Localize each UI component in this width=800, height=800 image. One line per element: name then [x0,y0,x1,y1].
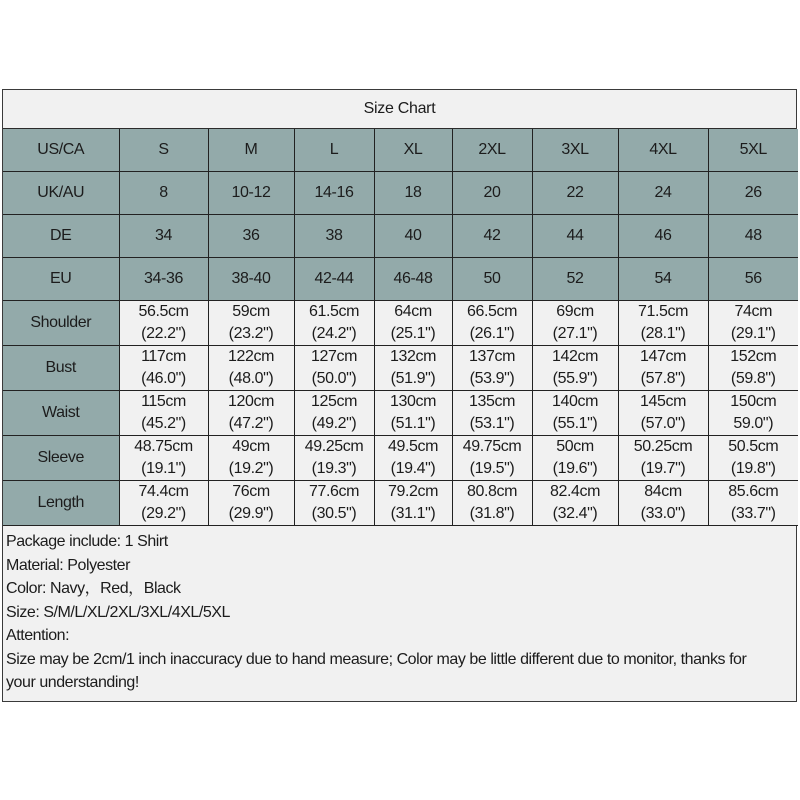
size-table [3,129,798,526]
cm-value: 66.5cm [466,303,518,320]
cm-value: 125cm [310,393,358,410]
note-line: Attention: [6,627,70,644]
cm-value: 50.5cm [728,438,779,455]
cm-value: 145cm [639,393,687,410]
measurement-row [3,436,798,481]
inch-value: (19.7") [640,460,686,477]
measurement-cell [452,301,532,346]
inch-value: (19.2") [228,460,274,477]
cm-value: 71.5cm [637,303,689,320]
row-label: UK/AU [3,172,119,215]
measurement-label: Shoulder [3,301,119,346]
inch-value: (47.2") [228,415,274,432]
measurement-cell [532,301,618,346]
measurement-cell [119,391,208,436]
cm-value: 49.25cm [304,438,364,455]
cm-value: 120cm [227,393,275,410]
inch-value: (24.2") [311,325,357,342]
size-cell: 44 [532,215,618,258]
measurement-cell [208,301,294,346]
measurement-cell [208,391,294,436]
measurement-cell [532,346,618,391]
cm-value: 77.6cm [308,483,360,500]
cm-value: 84cm [644,483,682,500]
size-cell: XL [374,129,452,172]
cm-value: 147cm [639,348,687,365]
inch-value: (28.1") [640,325,686,342]
inch-value: (27.1") [552,325,598,342]
size-cell: 20 [452,172,532,215]
inch-value: (19.6") [552,460,598,477]
inch-value: (22.2") [141,325,186,342]
size-system-row [3,172,798,215]
measurement-cell [532,436,618,481]
size-cell: 42-44 [294,258,374,301]
size-cell: 36 [208,215,294,258]
measurement-cell [374,481,452,526]
cm-value: 117cm [141,348,186,365]
inch-value: (23.2") [228,325,274,342]
inch-value: (30.5") [311,505,357,522]
size-system-row [3,215,798,258]
measurement-cell [208,436,294,481]
inch-value: (29.9") [228,505,274,522]
inch-value: (55.9") [552,370,598,387]
inch-value: (31.8") [469,505,515,522]
measurement-cell [294,301,374,346]
cm-value: 50.25cm [633,438,693,455]
size-cell: 40 [374,215,452,258]
cm-value: 74cm [734,303,773,320]
cm-value: 135cm [468,393,516,410]
size-cell: 48 [708,215,798,258]
measurement-row [3,346,798,391]
size-cell: 34-36 [119,258,208,301]
cm-value: 48.75cm [134,438,193,455]
cm-value: 74.4cm [138,483,189,500]
inch-value: (29.1") [730,325,776,342]
size-cell: 54 [618,258,708,301]
measurement-cell [119,481,208,526]
size-cell: 18 [374,172,452,215]
row-label: DE [3,215,119,258]
inch-value: (57.8") [640,370,686,387]
note-line: your understanding! [6,674,139,691]
measurement-cell [374,346,452,391]
measurement-cell [374,436,452,481]
measurement-cell [119,346,208,391]
cm-value: 61.5cm [308,303,360,320]
inch-value: (19.5") [469,460,515,477]
note-line: Size may be 2cm/1 inch inaccuracy due to hand measure; Color may be little different due to monitor, thanks for [6,650,747,668]
measurement-row [3,481,798,526]
inch-value: (33.0") [640,505,686,522]
cm-value: 137cm [468,348,516,365]
measurement-cell [294,346,374,391]
cm-value: 76cm [232,483,270,500]
measurement-cell [452,346,532,391]
measurement-cell [618,436,708,481]
measurement-cell [708,346,798,391]
size-cell: 46 [618,215,708,258]
cm-value: 127cm [310,348,358,365]
inch-value: (19.8") [730,460,776,477]
cm-value: 140cm [551,393,599,410]
cm-value: 64cm [394,303,432,320]
measurement-cell [618,391,708,436]
measurement-cell [452,481,532,526]
cm-value: 122cm [227,348,275,365]
cm-value: 152cm [730,348,777,365]
measurement-cell [618,346,708,391]
inch-value: (53.9") [469,370,515,387]
measurement-label: Bust [3,346,119,391]
cm-value: 49cm [232,438,270,455]
cm-value: 150cm [730,393,777,410]
inch-value: (45.2") [141,415,186,432]
size-system-row [3,129,798,172]
inch-value: (19.3") [311,460,357,477]
cm-value: 79.2cm [387,483,439,500]
size-cell: 56 [708,258,798,301]
inch-value: (31.1") [390,505,436,522]
measurement-cell [119,436,208,481]
size-cell: 22 [532,172,618,215]
cm-value: 142cm [551,348,599,365]
measurement-label: Sleeve [3,436,119,481]
size-cell: 52 [532,258,618,301]
measurement-cell [294,481,374,526]
cm-value: 85.6cm [728,483,779,500]
cm-value: 82.4cm [549,483,601,500]
inch-value: (51.9") [390,370,436,387]
size-cell: M [208,129,294,172]
size-cell: 5XL [708,129,798,172]
inch-value: (49.2") [311,415,357,432]
measurement-cell [374,301,452,346]
cm-value: 132cm [389,348,437,365]
measurement-label: Length [3,481,119,526]
measurement-cell [532,391,618,436]
inch-value: (50.0") [311,370,357,387]
size-cell: 14-16 [294,172,374,215]
inch-value: (55.1") [552,415,598,432]
measurement-row [3,391,798,436]
measurement-cell [708,391,798,436]
measurement-cell [208,346,294,391]
size-cell: 50 [452,258,532,301]
row-label: US/CA [3,129,119,172]
inch-value: (33.7") [730,505,776,522]
measurement-cell [452,436,532,481]
size-chart [2,89,797,702]
size-cell: 3XL [532,129,618,172]
inch-value: (48.0") [228,370,274,387]
size-cell: 4XL [618,129,708,172]
inch-value: 59.0") [733,415,774,432]
cm-value: 50cm [556,438,594,455]
size-cell: 34 [119,215,208,258]
inch-value: (26.1") [469,325,515,342]
measurement-cell [618,301,708,346]
size-cell: L [294,129,374,172]
measurement-cell [708,481,798,526]
cm-value: 49.5cm [387,438,439,455]
inch-value: (59.8") [730,370,776,387]
measurement-label: Waist [3,391,119,436]
note-line: Size: S/M/L/XL/2XL/3XL/4XL/5XL [6,603,230,621]
inch-value: (19.4") [390,460,436,477]
note-line: Package include: 1 Shirt [6,533,168,550]
cm-value: 69cm [556,303,594,320]
inch-value: (29.2") [141,505,186,522]
size-cell: 10-12 [208,172,294,215]
measurement-cell [294,436,374,481]
cm-value: 59cm [232,303,270,320]
measurement-cell [618,481,708,526]
note-line: Color: Navy，Red，Black [6,580,181,597]
size-cell: S [119,129,208,172]
measurement-cell [374,391,452,436]
row-label: EU [3,258,119,301]
size-cell: 8 [119,172,208,215]
inch-value: (25.1") [390,325,436,342]
measurement-cell [532,481,618,526]
size-system-row [3,258,798,301]
size-cell: 38 [294,215,374,258]
size-cell: 2XL [452,129,532,172]
inch-value: (53.1") [469,415,515,432]
inch-value: (32.4") [552,505,598,522]
cm-value: 130cm [389,393,437,410]
cm-value: 56.5cm [138,303,189,320]
chart-title: Size Chart [3,90,796,129]
inch-value: (57.0") [640,415,686,432]
inch-value: (51.1") [390,415,436,432]
measurement-cell [119,301,208,346]
inch-value: (46.0") [141,370,186,387]
measurement-cell [708,301,798,346]
cm-value: 115cm [141,393,186,410]
measurement-cell [708,436,798,481]
measurement-cell [208,481,294,526]
size-cell: 38-40 [208,258,294,301]
cm-value: 49.75cm [462,438,522,455]
inch-value: (19.1") [141,460,186,477]
size-cell: 42 [452,215,532,258]
product-notes [3,526,796,701]
size-cell: 46-48 [374,258,452,301]
size-cell: 26 [708,172,798,215]
note-line: Material: Polyester [6,556,130,574]
measurement-cell [452,391,532,436]
size-cell: 24 [618,172,708,215]
measurement-row [3,301,798,346]
measurement-cell [294,391,374,436]
cm-value: 80.8cm [466,483,518,500]
